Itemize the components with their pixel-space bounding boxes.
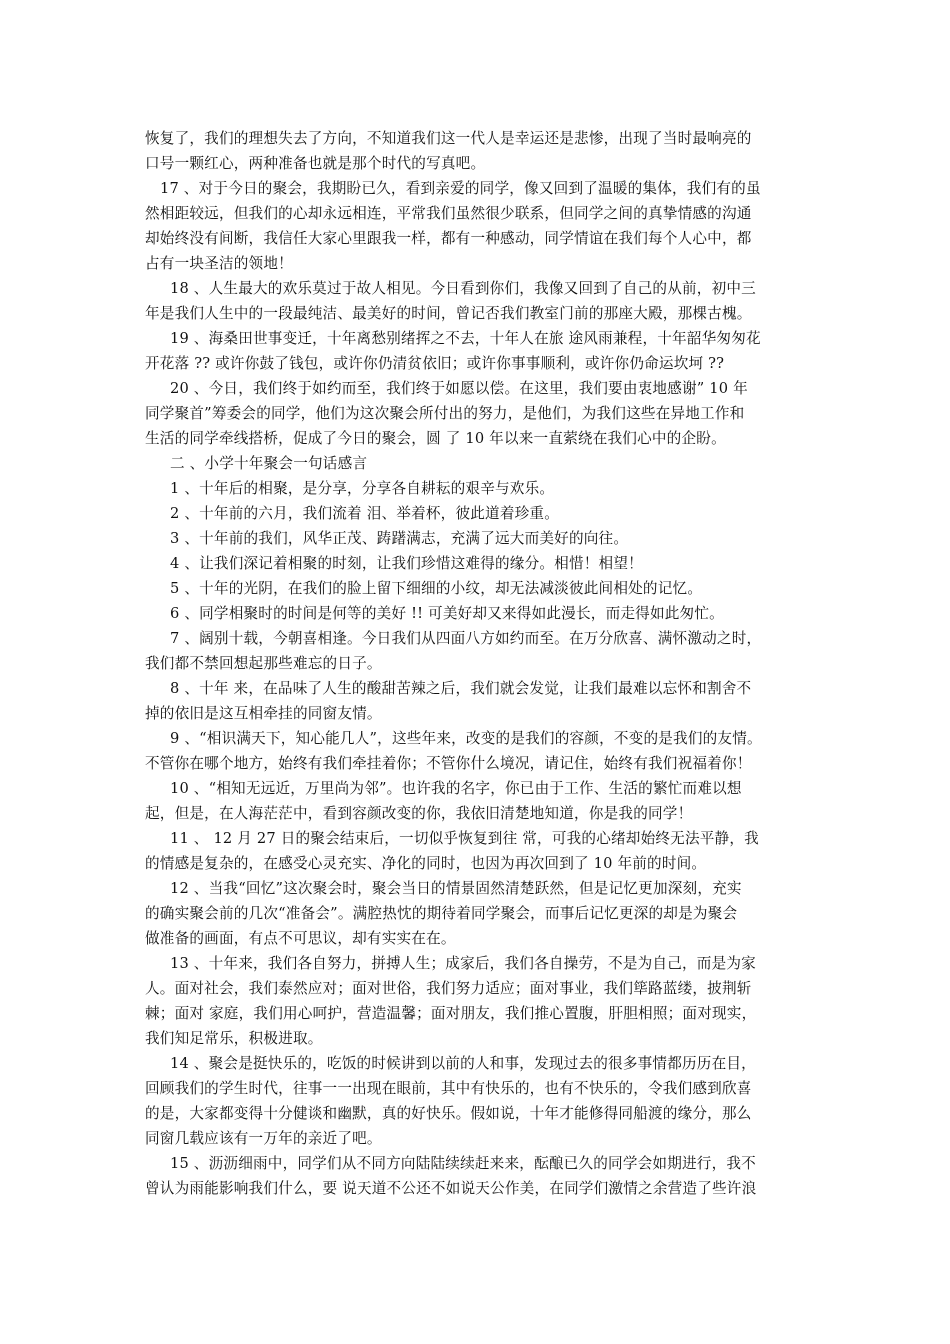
text-line: 口号一颗红心，两种准备也就是那个时代的写真吧。 — [145, 155, 486, 172]
text-line: 年是我们人生中的一段最纯洁、最美好的时间，曾记否我们教室门前的那座大殿，那棵古槐。 — [145, 305, 752, 322]
text-line: 18 、人生最大的欢乐莫过于故人相见。今日看到你们，我像又回到了自己的从前，初中三 — [170, 280, 756, 297]
text-line: 6 、同学相聚时的时间是何等的美好 !! 可美好却又来得如此漫长，而走得如此匆忙。 — [170, 605, 724, 622]
text-line: 占有一块圣洁的领地！ — [145, 255, 293, 272]
text-line: 开花落 ?? 或许你鼓了钱包，或许你仍清贫依旧；或许你事事顺利，或许你仍命运坎坷 ?? — [145, 355, 725, 372]
text-line: 的是，大家都变得十分健谈和幽默，真的好快乐。假如说，十年才能修得同船渡的缘分，那么 — [145, 1105, 752, 1122]
text-line: 同学聚首”筹委会的同学，他们为这次聚会所付出的努力，是他们，为我们这些在异地工作和 — [145, 405, 745, 422]
text-line: 13 、十年来，我们各自努力，拼搏人生；成家后，我们各自操劳，不是为自己，而是为家 — [170, 955, 756, 972]
text-line: 12 、当我“回忆”这次聚会时，聚会当日的情景固然清楚跃然，但是记忆更加深刻，充实 — [170, 880, 742, 897]
text-line: 掉的依旧是这互相牵挂的同窗友情。 — [145, 705, 382, 722]
text-line: 8 、十年 来，在品味了人生的酸甜苦辣之后，我们就会发觉，让我们最难以忘怀和割舍不 — [170, 680, 752, 697]
text-line: 棘；面对 家庭，我们用心呵护，营造温馨；面对朋友，我们推心置腹，肝胆相照；面对现实， — [145, 1005, 757, 1022]
text-line: 20 、今日，我们终于如约而至，我们终于如愿以偿。在这里，我们要由衷地感谢” 10 年 — [170, 380, 748, 397]
text-line: 恢复了，我们的理想失去了方向，不知道我们这一代人是幸运还是悲惨，出现了当时最响亮的 — [145, 130, 752, 147]
text-line: 回顾我们的学生时代，往事一一出现在眼前，其中有快乐的，也有不快乐的，令我们感到欣喜 — [145, 1080, 752, 1097]
text-line: 却始终没有间断，我信任大家心里跟我一样，都有一种感动，同学情谊在我们每个人心中，都 — [145, 230, 752, 247]
text-line: 17 、对于今日的聚会，我期盼已久，看到亲爱的同学，像又回到了温暖的集体，我们有的虽 — [160, 180, 761, 197]
text-line: 然相距较远，但我们的心却永远相连，平常我们虽然很少联系，但同学之间的真挚情感的沟通 — [145, 205, 752, 222]
text-line: 7 、阔别十载，今朝喜相逢。今日我们从四面八方如约而至。在万分欣喜、满怀激动之时， — [170, 630, 762, 647]
text-line: 生活的同学牵线搭桥，促成了今日的聚会，圆 了 10 年以来一直萦绕在我们心中的企盼。 — [145, 430, 726, 447]
text-line: 4 、让我们深记着相聚的时刻，让我们珍惜这难得的缘分。相惜！相望！ — [170, 555, 643, 572]
text-line: 人。面对社会，我们泰然应对；面对世俗，我们努力适应；面对事业，我们筚路蓝缕，披荆斩 — [145, 980, 752, 997]
text-line: 3 、十年前的我们，风华正茂、踌躇满志，充满了远大而美好的向往。 — [170, 530, 629, 547]
text-line: 做准备的画面，有点不可思议，却有实实在在。 — [145, 930, 456, 947]
text-line: 起，但是，在人海茫茫中，看到容颜改变的你，我依旧清楚地知道，你是我的同学！ — [145, 805, 693, 822]
text-line: 19 、海桑田世事变迁，十年离愁别绪挥之不去，十年人在旅 途风雨兼程，十年韶华匆匆花 — [170, 330, 761, 347]
text-line: 同窗几载应该有一万年的亲近了吧。 — [145, 1130, 382, 1147]
section-heading: 二 、小学十年聚会一句话感言 — [170, 455, 368, 472]
text-line: 不管你在哪个地方，始终有我们牵挂着你；不管你什么境况，请记住，始终有我们祝福着你！ — [145, 755, 752, 772]
text-line: 我们知足常乐，积极进取。 — [145, 1030, 323, 1047]
text-line: 的确实聚会前的几次“准备会”。满腔热忱的期待着同学聚会，而事后记忆更深的却是为聚会 — [145, 905, 738, 922]
text-line: 2 、十年前的六月，我们流着 泪、举着杯，彼此道着珍重。 — [170, 505, 560, 522]
text-line: 1 、十年后的相聚，是分享，分享各自耕耘的艰辛与欢乐。 — [170, 480, 555, 497]
text-line: 14 、聚会是挺快乐的，吃饭的时候讲到以前的人和事，发现过去的很多事情都历历在目， — [170, 1055, 756, 1072]
text-line: 15 、沥沥细雨中，同学们从不同方向陆陆续续赶来来，酝酿已久的同学会如期进行，我不 — [170, 1155, 756, 1172]
text-line: 10 、“相知无远近，万里尚为邻”。也许我的名字，你已由于工作、生活的繁忙而难以想 — [170, 780, 742, 797]
text-line: 曾认为雨能影响我们什么，要 说天道不公还不如说天公作美，在同学们激情之余营造了些许浪 — [145, 1180, 757, 1197]
text-line: 我们都不禁回想起那些难忘的日子。 — [145, 655, 382, 672]
text-line: 5 、十年的光阴，在我们的脸上留下细细的小纹，却无法减淡彼此间相处的记忆。 — [170, 580, 703, 597]
text-line: 9 、“相识满天下，知心能几人”，这些年来，改变的是我们的容颜，不变的是我们的友情。 — [170, 730, 762, 747]
text-line: 11 、 12 月 27 日的聚会结束后，一切似乎恢复到往 常，可我的心绪却始终无法平静，我 — [170, 830, 759, 847]
text-line: 的情感是复杂的，在感受心灵充实、净化的同时，也因为再次回到了 10 年前的时间。 — [145, 855, 707, 872]
